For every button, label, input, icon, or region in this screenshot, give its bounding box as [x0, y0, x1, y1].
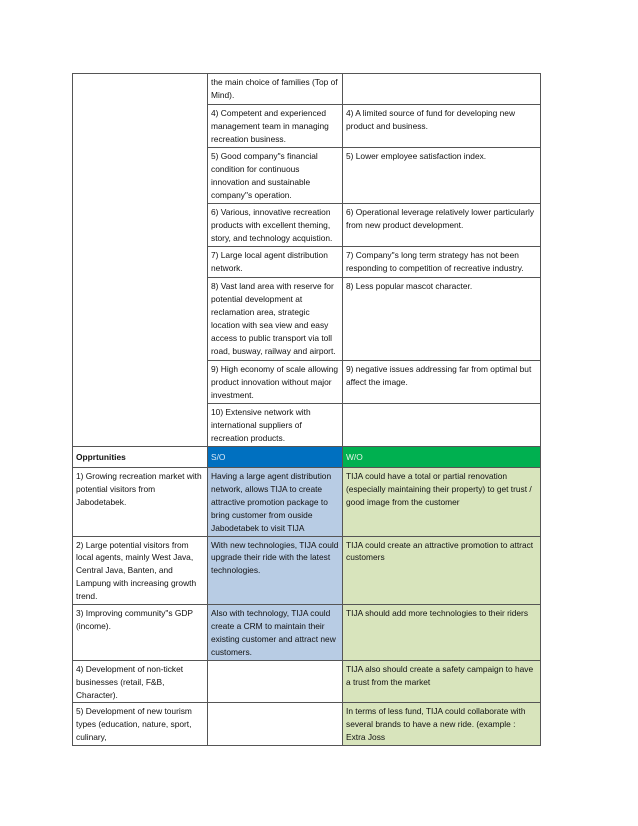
weakness-cell	[343, 74, 541, 105]
table-row	[73, 605, 541, 661]
strength-cell: 5) Good company"s financial condition for continuous innovation and sustainable company"s operation.	[208, 148, 343, 204]
weakness-cell: 5) Lower employee satisfaction index.	[343, 148, 541, 204]
table-row	[73, 536, 541, 605]
table-row	[73, 703, 541, 746]
so-strategy-cell	[208, 660, 343, 703]
header-row	[73, 447, 541, 468]
so-header: S/O	[208, 447, 343, 468]
table-row	[73, 660, 541, 703]
so-strategy-cell: With new technologies, TIJA could upgrade their ride with the latest technologies.	[208, 536, 343, 605]
strength-cell: 7) Large local agent distribution network.	[208, 247, 343, 278]
opportunity-cell: 4) Development of non-ticket businesses (retail, F&B, Character).	[73, 660, 208, 703]
opportunity-cell: 2) Large potential visitors from local agents, mainly West Java, Central Java, Banten, and Lampung with increasing growth trend.	[73, 536, 208, 605]
strength-cell: 6) Various, innovative recreation products with excellent theming, story, and technology acquistion.	[208, 204, 343, 247]
weakness-cell: 8) Less popular mascot character.	[343, 278, 541, 361]
table-row	[73, 468, 541, 537]
wo-strategy-cell: TIJA could have a total or partial renovation (especially maintaining their property) to get trust / good image from the customer	[343, 468, 541, 537]
swot-table	[72, 73, 541, 746]
opportunity-cell: 1) Growing recreation market with potential visitors from Jabodetabek.	[73, 468, 208, 537]
opportunities-header: Opprtunities	[73, 447, 208, 468]
so-strategy-cell: Also with technology, TIJA could create a CRM to maintain their existing customer and attract new customers.	[208, 605, 343, 661]
strength-cell: 4) Competent and experienced management team in managing recreation business.	[208, 105, 343, 148]
weakness-cell: 4) A limited source of fund for developing new product and business.	[343, 105, 541, 148]
so-strategy-cell	[208, 703, 343, 746]
opportunity-cell: 5) Development of new tourism types (education, nature, sport, culinary,	[73, 703, 208, 746]
table-row	[73, 74, 541, 105]
strength-cell: 9) High economy of scale allowing product innovation without major investment.	[208, 361, 343, 404]
strength-cell: 8) Vast land area with reserve for potential development at reclamation area, strategic location with sea view and easy access to public transport via toll road, busway, railway and airport.	[208, 278, 343, 361]
wo-header: W/O	[343, 447, 541, 468]
strength-cell: the main choice of families (Top of Mind).	[208, 74, 343, 105]
weakness-cell: 6) Operational leverage relatively lower particularly from new product development.	[343, 204, 541, 247]
empty-cell	[73, 74, 208, 447]
wo-strategy-cell: In terms of less fund, TIJA could collaborate with several brands to have a new ride. (example : Extra Joss	[343, 703, 541, 746]
weakness-cell: 9) negative issues addressing far from optimal but affect the image.	[343, 361, 541, 404]
weakness-cell	[343, 404, 541, 447]
opportunity-cell: 3) Improving community"s GDP (income).	[73, 605, 208, 661]
strength-cell: 10) Extensive network with international suppliers of recreation products.	[208, 404, 343, 447]
weakness-cell: 7) Company"s long term strategy has not been responding to competition of recreative industry.	[343, 247, 541, 278]
wo-strategy-cell: TIJA could create an attractive promotion to attract customers	[343, 536, 541, 605]
wo-strategy-cell: TIJA also should create a safety campaign to have a trust from the market	[343, 660, 541, 703]
so-strategy-cell: Having a large agent distribution network, allows TIJA to create attractive promotion package to bring customer from ouside Jabodetabek to visit TIJA	[208, 468, 343, 537]
wo-strategy-cell: TIJA should add more technologies to their riders	[343, 605, 541, 661]
